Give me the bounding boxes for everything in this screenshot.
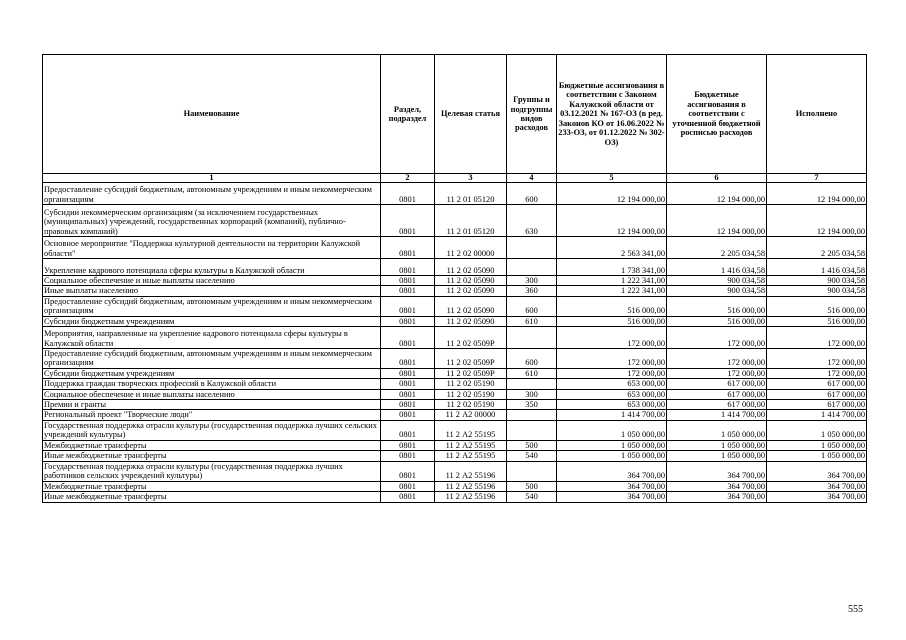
table-row (43, 451, 867, 461)
cell-group (507, 379, 557, 389)
cell-name: Межбюджетные трансферты (43, 440, 381, 450)
cell-article: 11 2 02 05190 (435, 379, 507, 389)
cell-assign-refined: 2 205 034,58 (667, 237, 767, 259)
cell-assign-law: 1 222 341,00 (557, 286, 667, 296)
cell-assign-law: 653 000,00 (557, 379, 667, 389)
cell-executed: 900 034,58 (767, 276, 867, 286)
column-number: 4 (507, 174, 557, 183)
cell-name: Премии и гранты (43, 400, 381, 410)
table-row (43, 183, 867, 205)
cell-group: 350 (507, 400, 557, 410)
cell-executed: 364 700,00 (767, 492, 867, 502)
cell-section: 0801 (381, 440, 435, 450)
cell-section: 0801 (381, 461, 435, 481)
table-body (43, 183, 867, 503)
cell-group: 600 (507, 296, 557, 316)
cell-section: 0801 (381, 349, 435, 369)
cell-executed: 1 050 000,00 (767, 420, 867, 440)
cell-assign-refined: 1 416 034,58 (667, 259, 767, 276)
table-row (43, 368, 867, 378)
cell-group (507, 410, 557, 420)
cell-name: Мероприятия, направленные на укрепление кадрового потенциала сферы культуры в Калужской области (43, 327, 381, 349)
cell-section: 0801 (381, 205, 435, 237)
cell-name: Поддержка граждан творческих профессий в Калужской области (43, 379, 381, 389)
cell-group: 610 (507, 368, 557, 378)
cell-assign-law: 1 222 341,00 (557, 276, 667, 286)
header-executed: Исполнено (767, 55, 867, 174)
cell-assign-refined: 516 000,00 (667, 316, 767, 326)
cell-section: 0801 (381, 451, 435, 461)
table-row (43, 296, 867, 316)
cell-assign-law: 1 050 000,00 (557, 451, 667, 461)
cell-assign-refined: 617 000,00 (667, 379, 767, 389)
cell-name: Иные выплаты населению (43, 286, 381, 296)
column-number: 3 (435, 174, 507, 183)
cell-article: 11 2 А2 00000 (435, 410, 507, 420)
cell-assign-law: 364 700,00 (557, 492, 667, 502)
cell-executed: 617 000,00 (767, 379, 867, 389)
cell-assign-law: 2 563 341,00 (557, 237, 667, 259)
cell-section: 0801 (381, 259, 435, 276)
table-row (43, 379, 867, 389)
column-number: 5 (557, 174, 667, 183)
cell-executed: 172 000,00 (767, 368, 867, 378)
cell-executed: 900 034,58 (767, 286, 867, 296)
cell-section: 0801 (381, 327, 435, 349)
table-row (43, 286, 867, 296)
cell-name: Субсидии некоммерческим организациям (за исключением государственных (муниципальных) учреждений, государственных корпораций (компаний), публично-правовых компаний) (43, 205, 381, 237)
table-row (43, 237, 867, 259)
cell-article: 11 2 02 0509Р (435, 349, 507, 369)
cell-group: 600 (507, 349, 557, 369)
cell-assign-law: 516 000,00 (557, 316, 667, 326)
table-row (43, 410, 867, 420)
header-article: Целевая статья (435, 55, 507, 174)
cell-name: Государственная поддержка отрасли культуры (государственная поддержка лучших работников сельских учреждений культуры) (43, 461, 381, 481)
cell-section: 0801 (381, 481, 435, 491)
cell-group: 500 (507, 440, 557, 450)
cell-section: 0801 (381, 237, 435, 259)
header-name: Наименование (43, 55, 381, 174)
column-number-row (43, 174, 867, 183)
cell-assign-refined: 364 700,00 (667, 481, 767, 491)
cell-group (507, 259, 557, 276)
cell-article: 11 2 02 05090 (435, 296, 507, 316)
table-header-row (43, 55, 867, 174)
cell-assign-refined: 617 000,00 (667, 389, 767, 399)
cell-group: 610 (507, 316, 557, 326)
column-number: 7 (767, 174, 867, 183)
cell-assign-refined: 900 034,58 (667, 276, 767, 286)
cell-name: Региональный проект "Творческие люди" (43, 410, 381, 420)
cell-name: Иные межбюджетные трансферты (43, 451, 381, 461)
cell-executed: 516 000,00 (767, 316, 867, 326)
cell-assign-law: 653 000,00 (557, 400, 667, 410)
column-number: 1 (43, 174, 381, 183)
cell-group (507, 327, 557, 349)
table-row (43, 420, 867, 440)
table-row (43, 461, 867, 481)
cell-group: 360 (507, 286, 557, 296)
cell-section: 0801 (381, 492, 435, 502)
cell-assign-law: 12 194 000,00 (557, 183, 667, 205)
table-row (43, 400, 867, 410)
cell-group: 300 (507, 276, 557, 286)
column-number: 2 (381, 174, 435, 183)
table-row (43, 259, 867, 276)
cell-article: 11 2 02 05190 (435, 400, 507, 410)
table-row (43, 492, 867, 502)
cell-group: 540 (507, 451, 557, 461)
cell-assign-law: 172 000,00 (557, 349, 667, 369)
cell-executed: 1 050 000,00 (767, 440, 867, 450)
cell-assign-refined: 12 194 000,00 (667, 183, 767, 205)
cell-assign-law: 1 738 341,00 (557, 259, 667, 276)
cell-name: Социальное обеспечение и иные выплаты населению (43, 389, 381, 399)
cell-article: 11 2 А2 55195 (435, 420, 507, 440)
cell-name: Предоставление субсидий бюджетным, автономным учреждениям и иным некоммерческим организациям (43, 183, 381, 205)
cell-executed: 2 205 034,58 (767, 237, 867, 259)
cell-section: 0801 (381, 316, 435, 326)
table-row (43, 349, 867, 369)
cell-assign-law: 1 050 000,00 (557, 420, 667, 440)
header-section: Раздел, подраздел (381, 55, 435, 174)
page-number: 555 (848, 604, 863, 615)
cell-name: Предоставление субсидий бюджетным, автономным учреждениям и иным некоммерческим организациям (43, 349, 381, 369)
header-groups: Группы и подгруппы видов расходов (507, 55, 557, 174)
cell-group (507, 420, 557, 440)
cell-section: 0801 (381, 379, 435, 389)
table-row (43, 327, 867, 349)
cell-executed: 1 414 700,00 (767, 410, 867, 420)
cell-section: 0801 (381, 410, 435, 420)
cell-article: 11 2 А2 55195 (435, 440, 507, 450)
cell-section: 0801 (381, 400, 435, 410)
cell-group (507, 237, 557, 259)
cell-name: Государственная поддержка отрасли культуры (государственная поддержка лучших сельских учреждений культуры) (43, 420, 381, 440)
cell-article: 11 2 А2 55196 (435, 461, 507, 481)
cell-assign-refined: 12 194 000,00 (667, 205, 767, 237)
cell-assign-refined: 617 000,00 (667, 400, 767, 410)
table-row (43, 276, 867, 286)
cell-executed: 516 000,00 (767, 296, 867, 316)
cell-executed: 12 194 000,00 (767, 205, 867, 237)
cell-group: 630 (507, 205, 557, 237)
cell-assign-law: 1 414 700,00 (557, 410, 667, 420)
cell-article: 11 2 02 05090 (435, 276, 507, 286)
cell-executed: 1 416 034,58 (767, 259, 867, 276)
cell-assign-refined: 1 414 700,00 (667, 410, 767, 420)
cell-group: 540 (507, 492, 557, 502)
cell-article: 11 2 А2 55196 (435, 481, 507, 491)
table-row (43, 389, 867, 399)
cell-assign-refined: 364 700,00 (667, 492, 767, 502)
cell-article: 11 2 02 0509Р (435, 327, 507, 349)
cell-assign-refined: 516 000,00 (667, 296, 767, 316)
cell-section: 0801 (381, 389, 435, 399)
table-row (43, 481, 867, 491)
cell-article: 11 2 01 05120 (435, 183, 507, 205)
cell-section: 0801 (381, 276, 435, 286)
column-number: 6 (667, 174, 767, 183)
cell-assign-refined: 900 034,58 (667, 286, 767, 296)
cell-assign-law: 1 050 000,00 (557, 440, 667, 450)
cell-executed: 617 000,00 (767, 389, 867, 399)
cell-executed: 364 700,00 (767, 461, 867, 481)
cell-group: 300 (507, 389, 557, 399)
cell-article: 11 2 02 0509Р (435, 368, 507, 378)
cell-article: 11 2 02 05190 (435, 389, 507, 399)
cell-assign-refined: 1 050 000,00 (667, 420, 767, 440)
cell-article: 11 2 02 05090 (435, 259, 507, 276)
cell-executed: 172 000,00 (767, 349, 867, 369)
cell-assign-law: 12 194 000,00 (557, 205, 667, 237)
cell-assign-refined: 172 000,00 (667, 349, 767, 369)
cell-section: 0801 (381, 183, 435, 205)
cell-article: 11 2 02 05090 (435, 286, 507, 296)
cell-group: 500 (507, 481, 557, 491)
cell-article: 11 2 01 05120 (435, 205, 507, 237)
cell-section: 0801 (381, 296, 435, 316)
cell-article: 11 2 02 00000 (435, 237, 507, 259)
cell-executed: 364 700,00 (767, 481, 867, 491)
cell-assign-refined: 1 050 000,00 (667, 440, 767, 450)
cell-assign-refined: 1 050 000,00 (667, 451, 767, 461)
cell-name: Социальное обеспечение и иные выплаты населению (43, 276, 381, 286)
cell-section: 0801 (381, 286, 435, 296)
cell-name: Иные межбюджетные трансферты (43, 492, 381, 502)
cell-group: 600 (507, 183, 557, 205)
cell-article: 11 2 02 05090 (435, 316, 507, 326)
cell-group (507, 461, 557, 481)
cell-name: Субсидии бюджетным учреждениям (43, 316, 381, 326)
cell-executed: 12 194 000,00 (767, 183, 867, 205)
cell-assign-law: 653 000,00 (557, 389, 667, 399)
budget-execution-table (42, 54, 867, 503)
header-assign-law: Бюджетные ассигнования в соответствии с Законом Калужской области от 03.12.2021 № 167-ОЗ (в ред. Законов КО от 16.06.2022 № 233-ОЗ, от 01.12.2022 № 302-ОЗ) (557, 55, 667, 174)
cell-section: 0801 (381, 420, 435, 440)
table-row (43, 316, 867, 326)
cell-section: 0801 (381, 368, 435, 378)
cell-assign-law: 172 000,00 (557, 327, 667, 349)
cell-assign-refined: 172 000,00 (667, 327, 767, 349)
cell-assign-law: 364 700,00 (557, 481, 667, 491)
cell-name: Основное мероприятие "Поддержка культурной деятельности на территории Калужской области" (43, 237, 381, 259)
cell-executed: 1 050 000,00 (767, 451, 867, 461)
table-row (43, 205, 867, 237)
cell-name: Предоставление субсидий бюджетным, автономным учреждениям и иным некоммерческим организациям (43, 296, 381, 316)
cell-executed: 172 000,00 (767, 327, 867, 349)
cell-name: Укрепление кадрового потенциала сферы культуры в Калужской области (43, 259, 381, 276)
cell-article: 11 2 А2 55196 (435, 492, 507, 502)
cell-assign-law: 364 700,00 (557, 461, 667, 481)
cell-assign-law: 172 000,00 (557, 368, 667, 378)
cell-name: Субсидии бюджетным учреждениям (43, 368, 381, 378)
cell-assign-refined: 364 700,00 (667, 461, 767, 481)
cell-name: Межбюджетные трансферты (43, 481, 381, 491)
header-assign-refined: Бюджетные ассигнования в соответствии с уточненной бюджетной росписью расходов (667, 55, 767, 174)
cell-assign-refined: 172 000,00 (667, 368, 767, 378)
table-row (43, 440, 867, 450)
cell-article: 11 2 А2 55195 (435, 451, 507, 461)
cell-assign-law: 516 000,00 (557, 296, 667, 316)
cell-executed: 617 000,00 (767, 400, 867, 410)
